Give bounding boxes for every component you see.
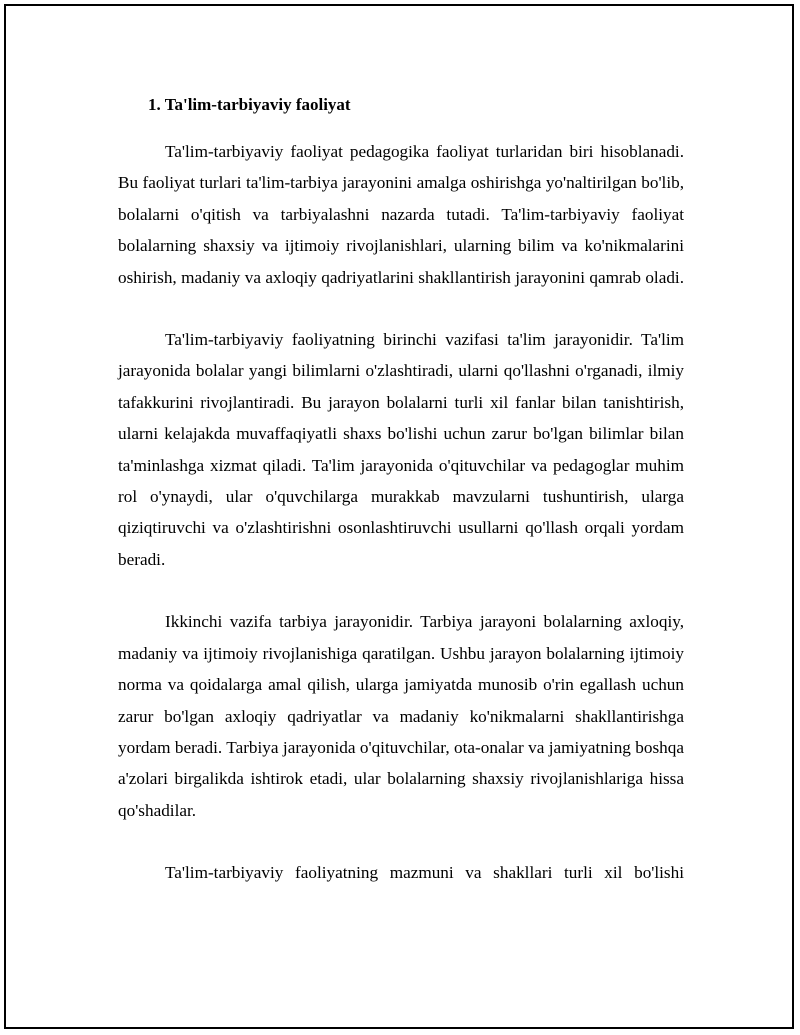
section-heading: 1. Ta'lim-tarbiyaviy faoliyat xyxy=(148,95,351,114)
paragraph-3: Ikkinchi vazifa tarbiya jarayonidir. Tarbiya jarayoni bolalarning axloqiy, madaniy va ijtimoiy rivojlanishiga qaratilgan. Ushbu jarayon bolalarning ijtimoiy norma va qoidalarga amal qilish, ularga jamiyatda munosib o'rin egallash uchun zarur bo'lgan axloqiy qadriyatlar va madaniy ko'nikmalarni shakllantirishga yordam beradi. Tarbiya jarayonida o'qituvchilar, ota-onalar va jamiyatning boshqa a'zolari birgalikda ishtirok etadi, ular bolalarning shaxsiy rivojlanishlariga hissa qo'shadilar. xyxy=(118,612,684,820)
document-body xyxy=(118,92,684,889)
paragraph-4: Ta'lim-tarbiyaviy faoliyatning mazmuni va shakllari turli xil bo'lishi xyxy=(165,863,684,883)
paragraph-1: Ta'lim-tarbiyaviy faoliyat pedagogika faoliyat turlaridan biri hisoblanadi. Bu faoliyat turlari ta'lim-tarbiya jarayonini amalga oshirishga yo'naltirilgan bo'lib, bolalarni o'qitish va tarbiyalashni nazarda tutadi. Ta'lim-tarbiyaviy faoliyat bolalarning shaxsiy va ijtimoiy rivojlanishlari, ularning bilim va ko'nikmalarini oshirish, madaniy va axloqiy qadriyatlarini shakllantirish jarayonini qamrab oladi. xyxy=(118,142,684,287)
paragraph-2: Ta'lim-tarbiyaviy faoliyatning birinchi vazifasi ta'lim jarayonidir. Ta'lim jarayonida bolalar yangi bilimlarni o'zlashtiradi, ularni qo'llashni o'rganadi, ilmiy tafakkurini rivojlantiradi. Bu jarayon bolalarni turli xil fanlar bilan tanishtirish, ularni kelajakda muvaffaqiyatli shaxs bo'lishi uchun zarur bo'lgan bilimlar bilan ta'minlashga xizmat qiladi. Ta'lim jarayonida o'qituvchilar va pedagoglar muhim rol o'ynaydi, ular o'quvchilarga murakkab mavzularni tushuntirish, ularga qiziqtiruvchi va o'zlashtirishni osonlashtiruvchi usullarni qo'llash orqali yordam beradi. xyxy=(118,330,684,569)
